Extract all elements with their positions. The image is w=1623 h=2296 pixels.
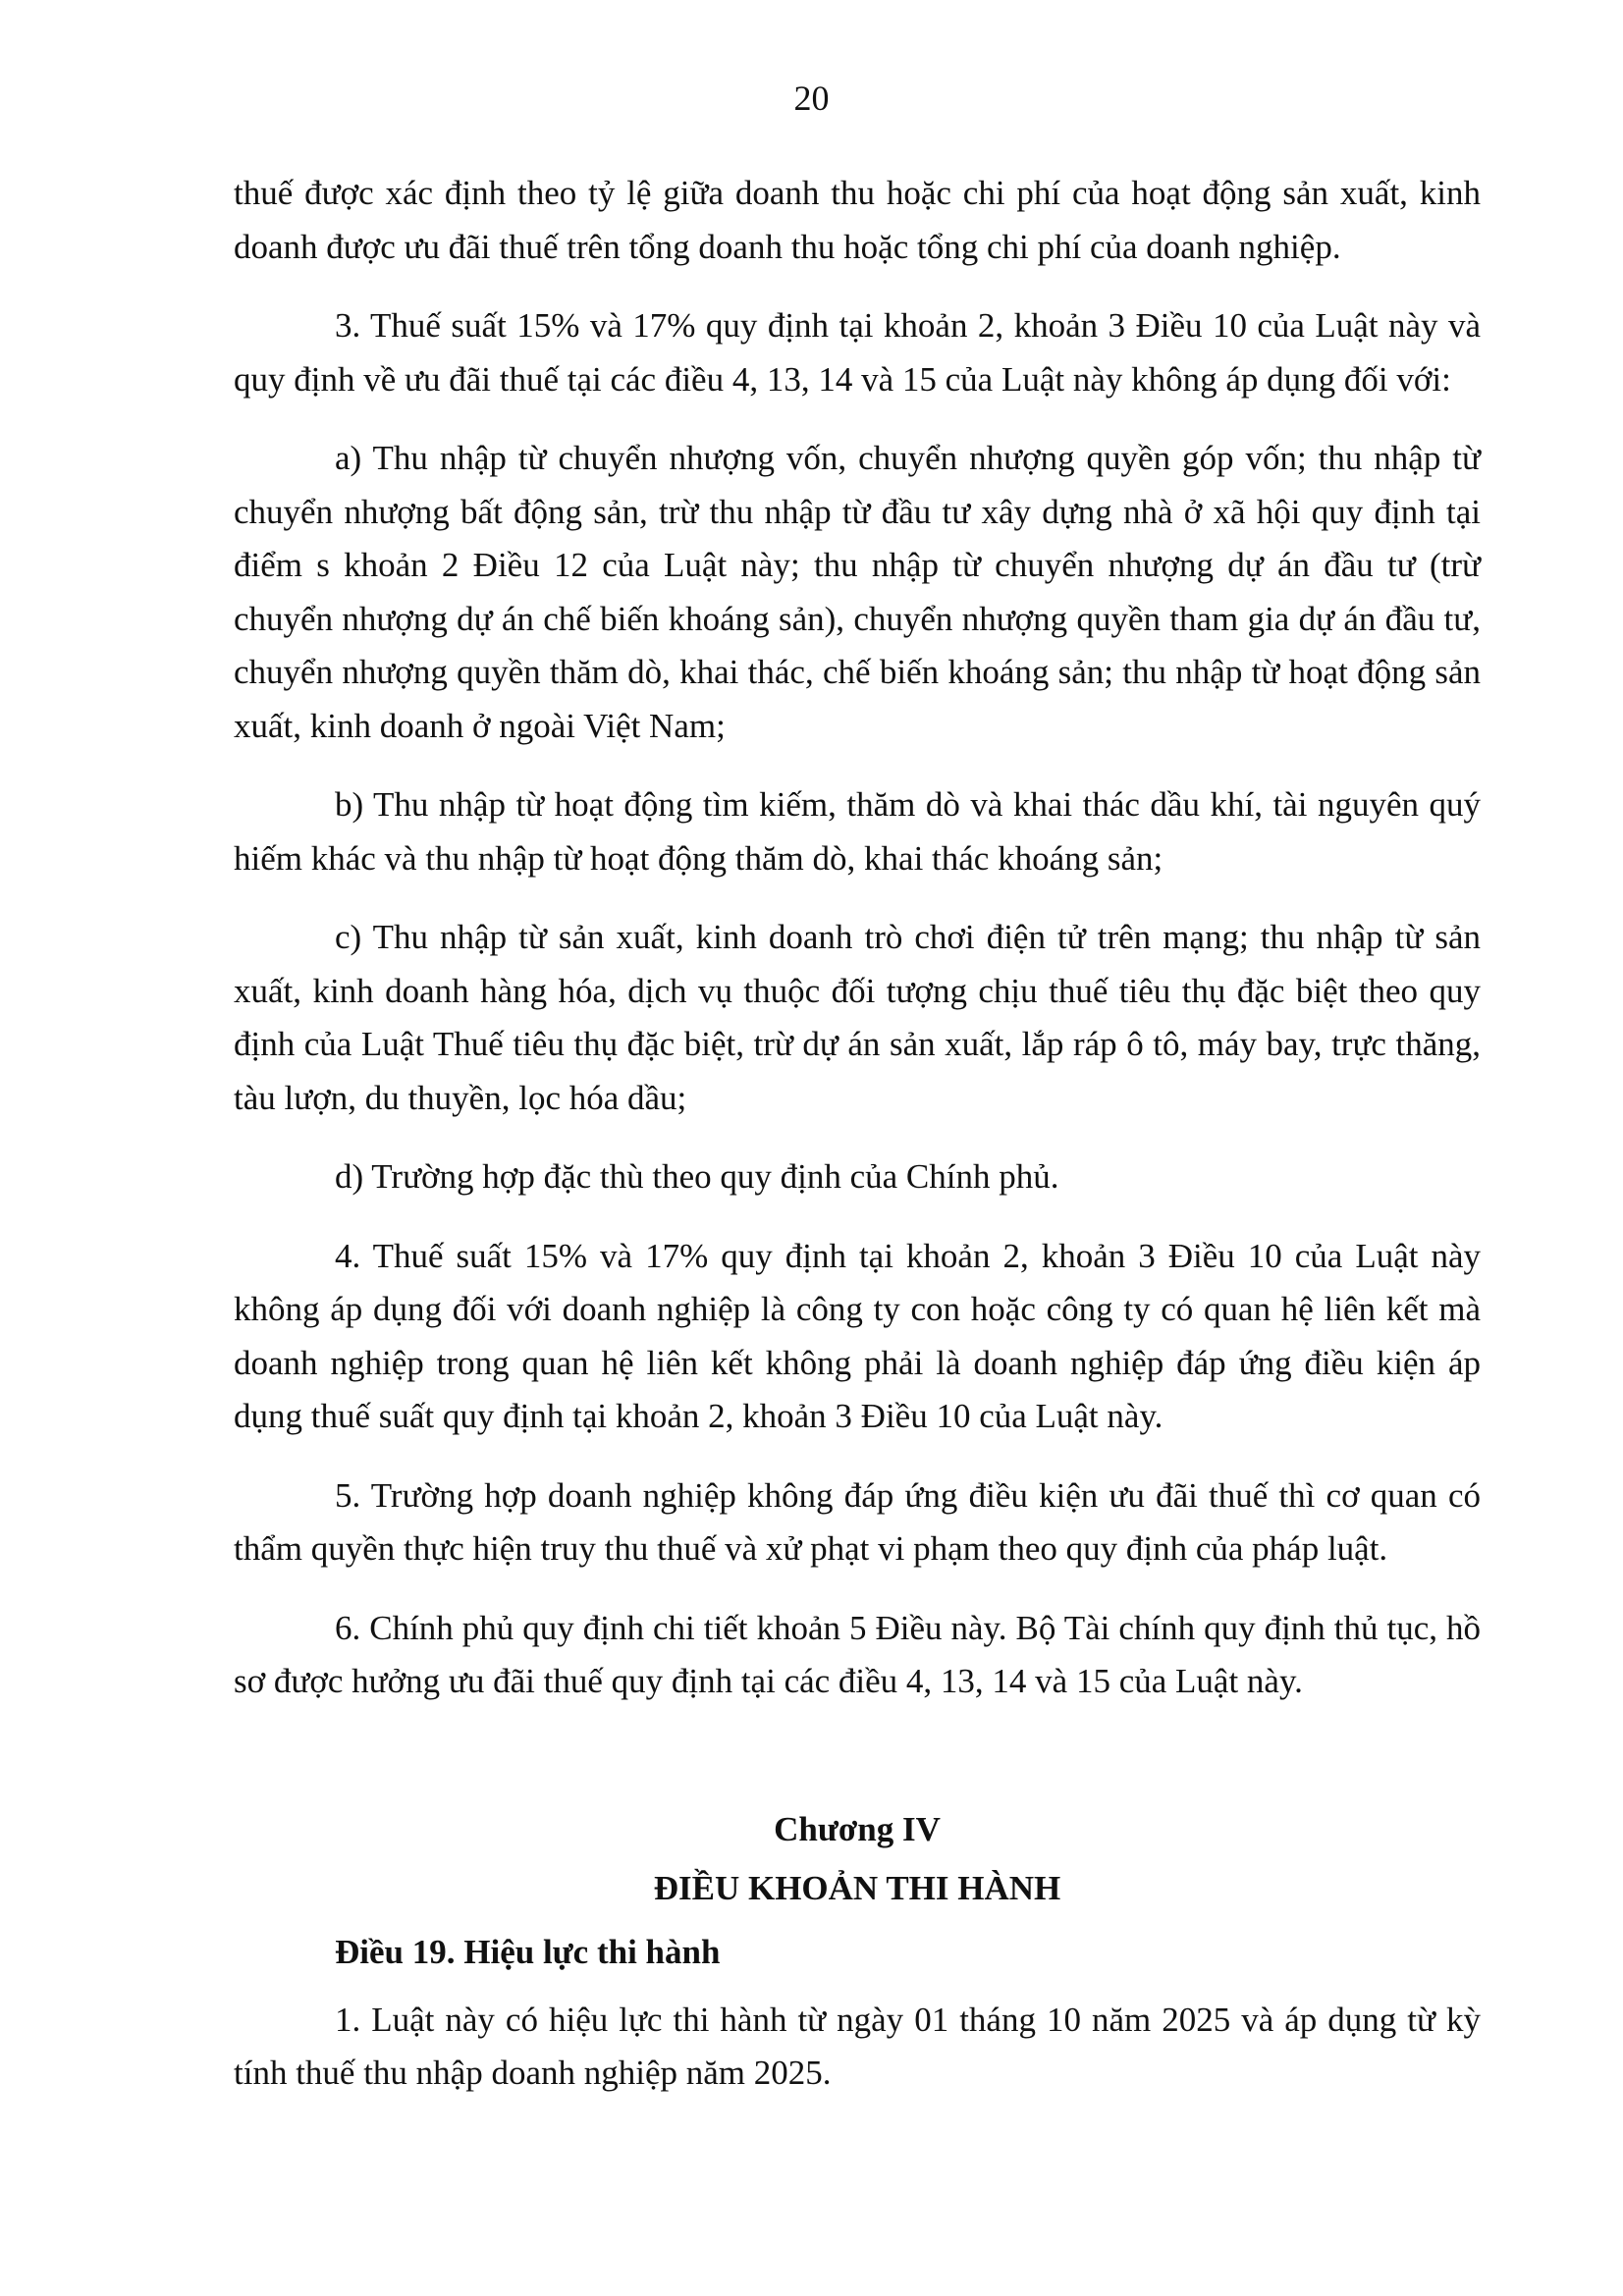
paragraph-clause-6: 6. Chính phủ quy định chi tiết khoản 5 Điều này. Bộ Tài chính quy định thủ tục, hồ sơ được hưởng ưu đãi thuế quy định tại các điều 4, 13, 14 và 15 của Luật này.: [234, 1608, 1481, 1700]
body-text: [234, 167, 1481, 1735]
page-number: 20: [793, 79, 830, 118]
paragraph-point-a: a) Thu nhập từ chuyển nhượng vốn, chuyển nhượng quyền góp vốn; thu nhập từ chuyển nhượng bất động sản, trừ thu nhập từ đầu tư xây dựng nhà ở xã hội quy định tại điểm s khoản 2 Điều 12 của Luật này; thu nhập từ chuyển nhượng dự án đầu tư (trừ chuyển nhượng dự án chế biến khoáng sản), chuyển nhượng quyền tham gia dự án đầu tư, chuyển nhượng quyền thăm dò, khai thác, chế biến khoáng sản; thu nhập từ hoạt động sản xuất, kinh doanh ở ngoài Việt Nam;: [234, 439, 1481, 745]
article-19: [234, 1926, 1481, 2101]
paragraph-clause-3: 3. Thuế suất 15% và 17% quy định tại khoản 2, khoản 3 Điều 10 của Luật này và quy định về ưu đãi thuế tại các điều 4, 13, 14 và 15 của Luật này không áp dụng đối với:: [234, 306, 1481, 399]
paragraph-point-d: d) Trường hợp đặc thù theo quy định của Chính phủ.: [335, 1157, 1059, 1196]
chapter-title: ĐIỀU KHOẢN THI HÀNH: [653, 1869, 1061, 1907]
paragraph-continuation: thuế được xác định theo tỷ lệ giữa doanh thu hoặc chi phí của hoạt động sản xuất, kinh doanh được ưu đãi thuế trên tổng doanh thu hoặc tổng chi phí của doanh nghiệp.: [234, 174, 1481, 266]
paragraph-point-c: c) Thu nhập từ sản xuất, kinh doanh trò chơi điện tử trên mạng; thu nhập từ sản xuất, kinh doanh hàng hóa, dịch vụ thuộc đối tượng chịu thuế tiêu thụ đặc biệt theo quy định của Luật Thuế tiêu thụ đặc biệt, trừ dự án sản xuất, lắp ráp ô tô, máy bay, trực thăng, tàu lượn, du thuyền, lọc hóa dầu;: [234, 918, 1481, 1117]
chapter-number: Chương IV: [774, 1810, 941, 1848]
article-heading: Điều 19. Hiệu lực thi hành: [335, 1933, 721, 1971]
chapter-heading: [234, 1800, 1481, 1918]
paragraph-clause-4: 4. Thuế suất 15% và 17% quy định tại khoản 2, khoản 3 Điều 10 của Luật này không áp dụng đối với doanh nghiệp là công ty con hoặc công ty có quan hệ liên kết mà doanh nghiệp trong quan hệ liên kết không phải là doanh nghiệp đáp ứng điều kiện áp dụng thuế suất quy định tại khoản 2, khoản 3 Điều 10 của Luật này.: [234, 1236, 1481, 1435]
article-paragraph-1: 1. Luật này có hiệu lực thi hành từ ngày 01 tháng 10 năm 2025 và áp dụng từ kỳ tính thuế thu nhập doanh nghiệp năm 2025.: [234, 2000, 1481, 2092]
paragraph-point-b: b) Thu nhập từ hoạt động tìm kiếm, thăm dò và khai thác dầu khí, tài nguyên quý hiếm khác và thu nhập từ hoạt động thăm dò, khai thác khoáng sản;: [234, 785, 1481, 878]
paragraph-clause-5: 5. Trường hợp doanh nghiệp không đáp ứng điều kiện ưu đãi thuế thì cơ quan có thẩm quyền thực hiện truy thu thuế và xử phạt vi phạm theo quy định của pháp luật.: [234, 1475, 1481, 1568]
